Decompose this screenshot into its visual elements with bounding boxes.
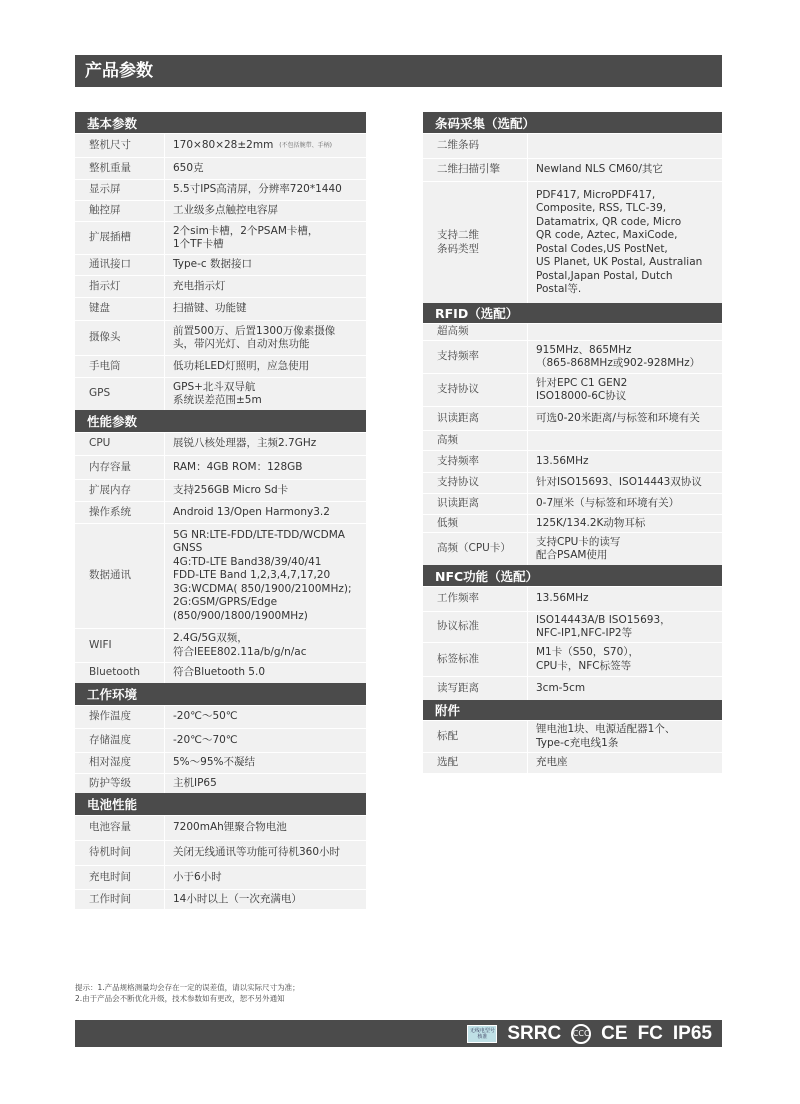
spec-label: 操作系统 — [75, 502, 165, 523]
spec-value-cell — [528, 533, 722, 565]
spec-value-cell — [165, 524, 366, 628]
spec-row — [75, 275, 366, 297]
spec-value-cell — [528, 134, 722, 158]
spec-value-cell — [165, 456, 366, 479]
spec-value-cell — [165, 753, 366, 773]
spec-row — [75, 752, 366, 773]
spec-row — [423, 720, 722, 752]
spec-value-cell — [165, 255, 366, 275]
spec-value: RAM：4GB ROM：128GB — [173, 460, 303, 473]
spec-value: 针对ISO15693、ISO14443双协议 — [536, 476, 702, 489]
spec-value: 3cm-5cm — [536, 681, 586, 694]
spec-label: 支持协议 — [423, 374, 528, 406]
spec-label: 待机时间 — [75, 841, 165, 865]
spec-value: -20℃～50℃ — [173, 710, 238, 723]
ip65-logo: IP65 — [672, 1022, 712, 1044]
spec-row — [423, 406, 722, 430]
spec-label: 数据通讯 — [75, 524, 165, 628]
spec-label: 读写距离 — [423, 677, 528, 700]
spec-value-cell — [528, 587, 722, 611]
spec-value-cell — [528, 407, 722, 430]
spec-value-cell — [165, 816, 366, 840]
spec-value: 锂电池1块、电源适配器1个、 Type-c充电线1条 — [536, 723, 676, 749]
spec-label: 工作频率 — [423, 587, 528, 611]
spec-label: 内存容量 — [75, 456, 165, 479]
spec-value: 可选0-20米距离/与标签和环境有关 — [536, 411, 700, 424]
spec-row — [75, 157, 366, 179]
spec-value: M1卡（S50，S70）， CPU卡，NFC标签等 — [536, 646, 640, 672]
spec-row — [75, 221, 366, 254]
spec-value-cell — [165, 663, 366, 683]
spec-value: 支持256GB Micro Sd卡 — [173, 483, 289, 496]
spec-value: 支持CPU卡的读写 配合PSAM使用 — [536, 535, 621, 561]
spec-value-cell — [165, 502, 366, 523]
spec-value-cell — [528, 643, 722, 676]
spec-value-cell — [528, 473, 722, 493]
spec-row — [75, 889, 366, 909]
spec-value-cell — [165, 276, 366, 297]
spec-row — [423, 752, 722, 773]
spec-value: 工业级多点触控电容屏 — [173, 204, 278, 217]
spec-value-cell — [528, 721, 722, 752]
spec-value: GPS+北斗双导航 系统误差范围±5m — [173, 380, 262, 406]
spec-row — [423, 373, 722, 406]
spec-value: 0-7厘米（与标签和环境有关） — [536, 497, 680, 510]
spec-note: (不包括腕带、手柄) — [279, 141, 332, 149]
spec-row — [75, 479, 366, 501]
spec-value: 针对EPC C1 GEN2 ISO18000-6C协议 — [536, 376, 628, 402]
spec-row — [75, 455, 366, 479]
spec-label: 识读距离 — [423, 494, 528, 514]
spec-value: 2.4G/5G双频， 符合IEEE802.11a/b/g/n/ac — [173, 632, 307, 658]
spec-label: 低频 — [423, 515, 528, 532]
spec-row — [75, 179, 366, 200]
certification-bar — [75, 1020, 722, 1047]
spec-row — [423, 472, 722, 493]
spec-row — [423, 181, 722, 303]
spec-value: 14小时以上（一次充满电） — [173, 892, 302, 905]
spec-label: 二维条码 — [423, 134, 528, 158]
spec-value-cell — [528, 451, 722, 472]
spec-label: GPS — [75, 378, 165, 410]
spec-label: 工作时间 — [75, 890, 165, 909]
spec-value: 关闭无线通讯等功能可待机360小时 — [173, 846, 341, 859]
spec-row — [75, 320, 366, 355]
footer-note-line-2: 2.由于产品会不断优化升级，技术参数如有更改，恕不另外通知 — [75, 994, 285, 1003]
spec-row — [75, 728, 366, 752]
spec-label: 高频 — [423, 431, 528, 450]
spec-value-cell — [528, 753, 722, 773]
spec-label: 显示屏 — [75, 180, 165, 200]
spec-row — [75, 840, 366, 865]
spec-value: -20℃～70℃ — [173, 733, 238, 746]
spec-value-cell — [528, 341, 722, 373]
spec-label: 整机重量 — [75, 158, 165, 179]
spec-value-cell — [165, 890, 366, 909]
spec-row — [75, 254, 366, 275]
spec-value-cell — [165, 298, 366, 320]
spec-label: 高频（CPU卡） — [423, 533, 528, 565]
spec-value-cell — [165, 774, 366, 793]
spec-value-cell — [165, 201, 366, 221]
spec-row — [75, 297, 366, 320]
spec-row — [75, 501, 366, 523]
spec-value-cell — [528, 515, 722, 532]
spec-label: 支持二维 条码类型 — [423, 182, 528, 303]
spec-label: 选配 — [423, 753, 528, 773]
spec-value-cell — [165, 629, 366, 662]
spec-row — [423, 323, 722, 340]
spec-label: 标配 — [423, 721, 528, 752]
spec-label: CPU — [75, 433, 165, 455]
spec-row — [75, 133, 366, 157]
spec-label: 操作温度 — [75, 706, 165, 728]
fc-logo: FC — [637, 1022, 663, 1044]
ce-logo: CE — [601, 1022, 628, 1044]
spec-label: 扩展插槽 — [75, 222, 165, 254]
spec-label: 协议标准 — [423, 612, 528, 642]
spec-row — [75, 662, 366, 683]
spec-label: 支持协议 — [423, 473, 528, 493]
spec-value-cell — [165, 841, 366, 865]
spec-row — [423, 158, 722, 181]
spec-row — [75, 355, 366, 377]
spec-label: 键盘 — [75, 298, 165, 320]
spec-value-cell — [165, 180, 366, 200]
spec-label: 触控屏 — [75, 201, 165, 221]
section-header: 工作环境 — [75, 683, 366, 705]
spec-value: Android 13/Open Harmony3.2 — [173, 505, 330, 518]
spec-label: 通讯接口 — [75, 255, 165, 275]
spec-label: 整机尺寸 — [75, 134, 165, 157]
spec-label: 支持频率 — [423, 341, 528, 373]
section-header: 基本参数 — [75, 112, 366, 133]
spec-value-cell — [528, 159, 722, 181]
spec-value-cell — [165, 378, 366, 410]
spec-value: Newland NLS CM60/其它 — [536, 163, 663, 176]
spec-label: 防护等级 — [75, 774, 165, 793]
spec-row — [423, 514, 722, 532]
spec-value-cell — [528, 612, 722, 642]
spec-value: 主机IP65 — [173, 776, 217, 789]
spec-value: 前置500万、后置1300万像素摄像 头，带闪光灯、自动对焦功能 — [173, 324, 336, 350]
page-title: 产品参数 — [75, 55, 722, 87]
spec-value: 7200mAh锂聚合物电池 — [173, 821, 287, 834]
spec-value: 915MHz、865MHz （865-868MHz或902-928MHz） — [536, 343, 701, 369]
spec-row — [423, 133, 722, 158]
section-header: 条码采集（选配） — [423, 112, 722, 133]
section-header: 附件 — [423, 700, 722, 720]
radio-approval-badge-icon: 无线电型号核准 — [467, 1025, 497, 1043]
spec-label: 存储温度 — [75, 729, 165, 752]
spec-value: 扫描键、功能键 — [173, 302, 247, 315]
spec-value: 170×80×28±2mm — [173, 138, 274, 151]
spec-row — [75, 200, 366, 221]
spec-value-cell — [165, 433, 366, 455]
spec-row — [423, 340, 722, 373]
spec-value: Type-c 数据接口 — [173, 258, 253, 271]
spec-value: 13.56MHz — [536, 592, 589, 605]
spec-value-cell — [165, 134, 366, 157]
spec-value-cell — [165, 158, 366, 179]
spec-value: 2个sim卡槽，2个PSAM卡槽， 1个TF卡槽 — [173, 224, 319, 250]
spec-row — [75, 377, 366, 410]
spec-row — [75, 628, 366, 662]
spec-label: 支持频率 — [423, 451, 528, 472]
spec-value: ISO14443A/B ISO15693， NFC-IP1,NFC-IP2等 — [536, 613, 671, 639]
spec-value-cell — [528, 324, 722, 340]
spec-value-cell — [528, 182, 722, 303]
section-header: NFC功能（选配） — [423, 565, 722, 586]
spec-row — [423, 586, 722, 611]
spec-value: 5G NR:LTE-FDD/LTE-TDD/WCDMA GNSS 4G:TD-LTE Band38/39/40/41 FDD-LTE Band 1,2,3,4,7,17,20 3G:WCDMA( 850/1900/2100MHz); 2G:GSM/GPRS/Edge (850/900/1800/1900MHz) — [173, 528, 352, 622]
spec-label: 摄像头 — [75, 321, 165, 355]
spec-label: 标签标准 — [423, 643, 528, 676]
spec-row — [75, 705, 366, 728]
section-header: RFID（选配） — [423, 303, 722, 323]
spec-row — [75, 865, 366, 889]
spec-value-cell — [528, 677, 722, 700]
spec-value: 充电指示灯 — [173, 279, 226, 292]
spec-row — [423, 450, 722, 472]
spec-label: 相对湿度 — [75, 753, 165, 773]
spec-label: 手电筒 — [75, 356, 165, 377]
spec-label: 电池容量 — [75, 816, 165, 840]
spec-row — [75, 432, 366, 455]
ccc-logo: CCC — [571, 1024, 591, 1044]
spec-value: 小于6小时 — [173, 870, 222, 883]
spec-value-cell — [165, 222, 366, 254]
spec-value-cell — [165, 729, 366, 752]
srrc-logo: SRRC — [507, 1022, 562, 1044]
spec-label: 充电时间 — [75, 866, 165, 889]
spec-value: 符合Bluetooth 5.0 — [173, 666, 266, 679]
spec-row — [75, 815, 366, 840]
spec-row — [423, 676, 722, 700]
spec-value-cell — [528, 431, 722, 450]
spec-value: 5%～95%不凝结 — [173, 756, 255, 769]
spec-label: WIFI — [75, 629, 165, 662]
spec-value: PDF417, MicroPDF417, Composite, RSS, TLC-39, Datamatrix, QR code, Micro QR code, Aztec, MaxiCode, Postal Codes,US PostNet, US Planet, UK Postal, Australian Postal,Japan Postal, Dutch Postal等. — [536, 188, 703, 295]
spec-table-left — [75, 112, 366, 909]
spec-value-cell — [528, 494, 722, 514]
spec-row — [423, 430, 722, 450]
spec-value: 650克 — [173, 161, 204, 174]
footer-note — [75, 982, 315, 1004]
spec-label: 指示灯 — [75, 276, 165, 297]
spec-value-cell — [165, 480, 366, 501]
spec-table-right — [423, 112, 722, 773]
spec-value: 5.5寸IPS高清屏，分辨率720*1440 — [173, 183, 342, 196]
spec-value: 低功耗LED灯照明，应急使用 — [173, 359, 310, 372]
spec-value-cell — [165, 356, 366, 377]
spec-label: Bluetooth — [75, 663, 165, 683]
spec-row — [423, 493, 722, 514]
spec-value: 125K/134.2K动物耳标 — [536, 516, 646, 529]
spec-value-cell — [165, 866, 366, 889]
spec-label: 超高频 — [423, 324, 528, 340]
spec-row — [75, 773, 366, 793]
section-header: 电池性能 — [75, 793, 366, 815]
spec-value: 展锐八核处理器，主频2.7GHz — [173, 437, 317, 450]
spec-row — [423, 642, 722, 676]
spec-value: 13.56MHz — [536, 454, 589, 467]
section-header: 性能参数 — [75, 410, 366, 432]
spec-value: 充电座 — [536, 756, 568, 769]
spec-value-cell — [165, 321, 366, 355]
spec-value-cell — [528, 374, 722, 406]
spec-label: 二维扫描引擎 — [423, 159, 528, 181]
spec-label: 扩展内存 — [75, 480, 165, 501]
spec-row — [75, 523, 366, 628]
spec-label: 识读距离 — [423, 407, 528, 430]
footer-note-line-1: 提示：1.产品规格测量均会存在一定的误差值，请以实际尺寸为准； — [75, 983, 300, 992]
spec-row — [423, 611, 722, 642]
spec-row — [423, 532, 722, 565]
spec-value-cell — [165, 706, 366, 728]
